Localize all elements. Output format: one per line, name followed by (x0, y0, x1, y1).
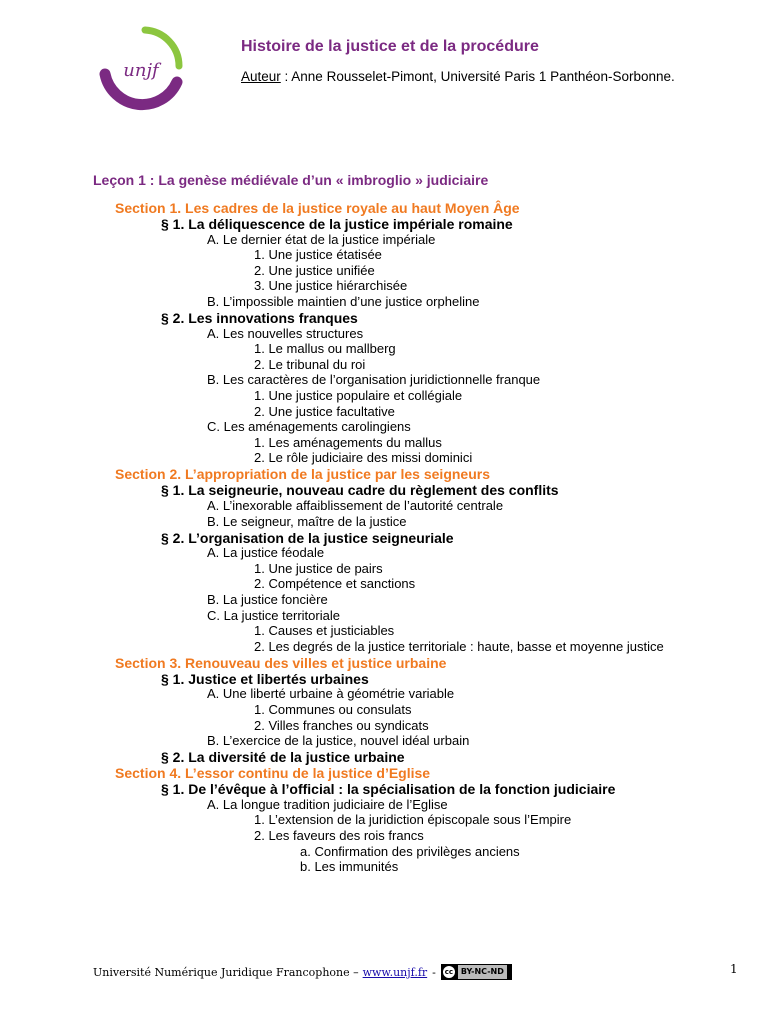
outline-item2: 1. Une justice étatisée (254, 247, 382, 263)
outline-item2: 3. Une justice hiérarchisée (254, 278, 408, 294)
author-label: Auteur (241, 69, 281, 84)
outline-item1: C. La justice territoriale (207, 607, 340, 623)
outline-item1: C. Les aménagements carolingiens (207, 419, 411, 435)
outline-item2: 2. Le rôle judiciaire des missi dominici (254, 450, 473, 466)
outline-item2: 1. L’extension de la juridiction épiscopale sous l’Empire (254, 812, 572, 828)
outline-section: Section 1. Les cadres de la justice royale au haut Moyen Âge (115, 200, 520, 216)
outline-item1: A. Les nouvelles structures (207, 325, 364, 341)
outline-paragraph: § 1. La seigneurie, nouveau cadre du règlement des conflits (161, 482, 559, 499)
outline-item2: 2. Le tribunal du roi (254, 356, 366, 372)
svg-text:unjf: unjf (123, 60, 159, 81)
outline-paragraph: § 2. L’organisation de la justice seigneuriale (161, 529, 454, 546)
cc-license-text: BY-NC-ND (458, 965, 507, 979)
outline-section: Section 4. L’essor continu de la justice d’Eglise (115, 765, 431, 782)
outline-item2: 1. Causes et justiciables (254, 623, 395, 639)
outline-paragraph: § 1. De l’évêque à l’official : la spécialisation de la fonction judiciaire (161, 781, 616, 798)
outline-item1: A. L’inexorable affaiblissement de l’autorité centrale (207, 498, 504, 513)
cc-icon: cc (444, 968, 454, 976)
outline-paragraph: § 2. La diversité de la justice urbaine (161, 749, 405, 766)
author-value: : Anne Rousselet-Pimont, Université Paris 1 Panthéon-Sorbonne. (280, 69, 675, 84)
outline-item1: A. Une liberté urbaine à géométrie variable (207, 686, 455, 702)
lesson-title: Leçon 1 : La genèse médiévale d’un « imbroglio » judiciaire (93, 172, 489, 188)
outline-paragraph: § 1. Justice et libertés urbaines (161, 670, 369, 687)
outline-item2: 1. Communes ou consulats (254, 702, 412, 717)
outline-item1: B. L’impossible maintien d’une justice orpheline (207, 294, 480, 309)
outline-item2: 2. Villes franches ou syndicats (254, 717, 429, 733)
outline-item3: a. Confirmation des privilèges anciens (300, 843, 520, 859)
outline-item2: 2. Les degrés de la justice territoriale : haute, basse et moyenne justice (254, 638, 664, 654)
unjf-logo (93, 22, 189, 118)
outline-item2: 1. Les aménagements du mallus (254, 434, 442, 450)
outline-item2: 2. Compétence et sanctions (254, 576, 416, 592)
outline-item1: A. Le dernier état de la justice impériale (207, 231, 436, 247)
outline-section: Section 3. Renouveau des villes et justice urbaine (115, 654, 447, 671)
document-title: Histoire de la justice et de la procédure (241, 38, 539, 55)
outline-item2: 2. Les faveurs des rois francs (254, 828, 424, 843)
outline-item2: 1. Une justice de pairs (254, 560, 383, 576)
footer-separator: - (432, 965, 436, 979)
outline-item1: A. La justice féodale (207, 545, 325, 561)
outline-item1: A. La longue tradition judiciaire de l’Eglise (207, 796, 448, 812)
outline-item2: 1. Le mallus ou mallberg (254, 341, 396, 357)
footer-website-link[interactable]: www.unjf.fr (362, 965, 428, 979)
outline-item2: 2. Une justice facultative (254, 403, 395, 419)
cc-license-badge[interactable] (441, 964, 512, 980)
unjf-logo-graphic (93, 22, 189, 118)
author-line (241, 69, 675, 84)
outline-paragraph: § 2. Les innovations franques (161, 310, 358, 326)
outline-section: Section 2. L’appropriation de la justice par les seigneurs (115, 466, 490, 483)
outline-item3: b. Les immunités (300, 859, 399, 875)
outline-item1: B. L’exercice de la justice, nouvel idéal urbain (207, 733, 470, 749)
outline-item2: 2. Une justice unifiée (254, 262, 375, 278)
outline-item1: B. Le seigneur, maître de la justice (207, 513, 407, 529)
footer-organization: Université Numérique Juridique Francophone – (93, 965, 359, 979)
outline-item1: B. Les caractères de l’organisation juridictionnelle franque (207, 372, 541, 388)
outline-item2: 1. Une justice populaire et collégiale (254, 388, 463, 403)
outline-item1: B. La justice foncière (207, 592, 328, 607)
outline-paragraph: § 1. La déliquescence de la justice impériale romaine (161, 216, 513, 232)
page-number: 1 (730, 962, 738, 976)
footer (93, 964, 512, 980)
